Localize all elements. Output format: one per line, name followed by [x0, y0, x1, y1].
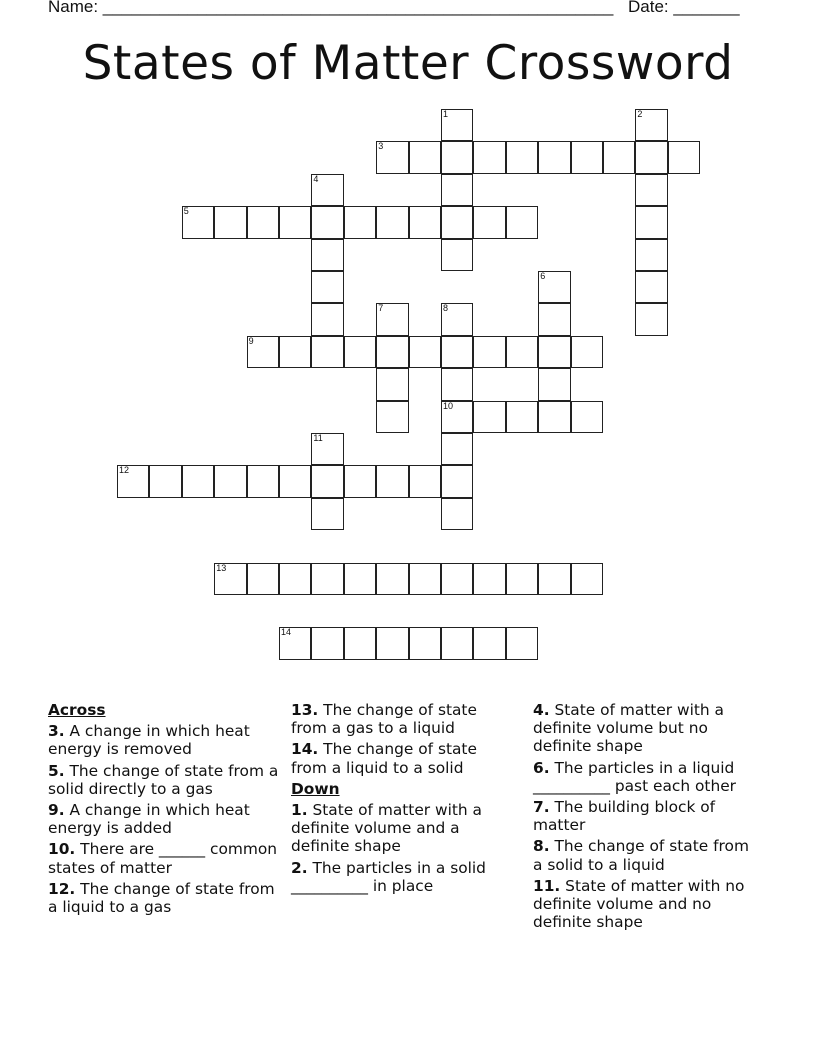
crossword-cell[interactable]	[279, 336, 311, 368]
crossword-cell[interactable]	[311, 303, 343, 335]
crossword-cell[interactable]	[376, 465, 408, 497]
clue-number: 1	[443, 109, 449, 119]
crossword-cell[interactable]	[473, 563, 505, 595]
crossword-cell[interactable]	[376, 563, 408, 595]
name-field[interactable]: Name: ______________________________________________________	[48, 0, 614, 16]
crossword-cell[interactable]	[311, 433, 343, 465]
crossword-cell[interactable]	[571, 141, 603, 173]
crossword-cell[interactable]	[344, 465, 376, 497]
crossword-cell[interactable]	[376, 401, 408, 433]
crossword-cell[interactable]	[279, 563, 311, 595]
crossword-cell[interactable]	[311, 271, 343, 303]
crossword-cell[interactable]	[409, 465, 441, 497]
crossword-cell[interactable]	[311, 239, 343, 271]
clue-number: 9	[248, 335, 254, 346]
crossword-cell[interactable]	[441, 465, 473, 497]
crossword-cell[interactable]	[311, 498, 343, 530]
crossword-cell[interactable]	[311, 206, 343, 238]
crossword-cell[interactable]	[473, 206, 505, 238]
clue-number: 14	[281, 627, 292, 638]
crossword-cell[interactable]	[344, 336, 376, 368]
clue-down-8: 8. The change of state from a solid to a liquid	[533, 837, 749, 874]
crossword-cell[interactable]	[473, 336, 505, 368]
crossword-cell[interactable]	[311, 627, 343, 659]
crossword-cell[interactable]	[538, 303, 570, 335]
clue-number: 5	[183, 206, 189, 217]
clue-number: 13	[216, 562, 227, 573]
crossword-cell[interactable]	[635, 206, 667, 238]
crossword-cell[interactable]	[247, 465, 279, 497]
crossword-cell[interactable]	[344, 563, 376, 595]
clue-column-1	[48, 701, 283, 919]
clue-down-4: 4. State of matter with a definite volume but no definite shape	[533, 701, 724, 756]
clue-across-3: 3. A change in which heat energy is removed	[48, 722, 250, 759]
crossword-cell[interactable]	[311, 336, 343, 368]
crossword-cell[interactable]	[214, 465, 246, 497]
crossword-cell[interactable]	[635, 141, 667, 173]
crossword-cell[interactable]	[441, 303, 473, 335]
crossword-cell[interactable]	[117, 465, 149, 497]
crossword-cell[interactable]	[441, 401, 473, 433]
crossword-cell[interactable]	[506, 141, 538, 173]
clue-column-2	[291, 701, 513, 898]
clue-number: 2	[637, 109, 643, 119]
clue-across-10: 10. There are ______ common states of matter	[48, 840, 278, 877]
crossword-cell[interactable]	[376, 336, 408, 368]
crossword-cell[interactable]	[182, 206, 214, 238]
crossword-cell[interactable]	[344, 206, 376, 238]
clue-down-6: 6. The particles in a liquid __________ past each other	[533, 758, 737, 795]
clue-down-2: 2. The particles in a solid __________ in place	[291, 858, 486, 895]
crossword-cell[interactable]	[214, 206, 246, 238]
crossword-cell[interactable]	[441, 368, 473, 400]
crossword-cell[interactable]	[409, 563, 441, 595]
crossword-cell[interactable]	[376, 206, 408, 238]
crossword-cell[interactable]	[473, 141, 505, 173]
crossword-cell[interactable]	[538, 401, 570, 433]
crossword-cell[interactable]	[441, 174, 473, 206]
crossword-cell[interactable]	[441, 563, 473, 595]
crossword-cell[interactable]	[506, 336, 538, 368]
clue-down-1: 1. State of matter with a definite volume and a definite shape	[291, 801, 482, 856]
clue-number: 10	[443, 400, 454, 411]
clue-down-7: 7. The building block of matter	[533, 798, 716, 835]
crossword-cell[interactable]	[247, 563, 279, 595]
crossword-cell[interactable]	[473, 401, 505, 433]
crossword-cell[interactable]	[441, 206, 473, 238]
crossword-cell[interactable]	[668, 141, 700, 173]
crossword-cell[interactable]	[149, 465, 181, 497]
crossword-cell[interactable]	[538, 141, 570, 173]
crossword-cell[interactable]	[441, 239, 473, 271]
clue-across-9: 9. A change in which heat energy is added	[48, 801, 250, 838]
across-heading: Across	[48, 701, 106, 719]
crossword-cell[interactable]	[409, 627, 441, 659]
crossword-cell[interactable]	[441, 141, 473, 173]
crossword-cell[interactable]	[441, 336, 473, 368]
crossword-cell[interactable]	[635, 239, 667, 271]
clue-number: 4	[313, 173, 319, 184]
crossword-cell[interactable]	[279, 206, 311, 238]
crossword-cell[interactable]	[603, 141, 635, 173]
crossword-cell[interactable]	[214, 563, 246, 595]
crossword-cell[interactable]	[506, 563, 538, 595]
crossword-cell[interactable]	[506, 627, 538, 659]
crossword-cell[interactable]	[441, 627, 473, 659]
crossword-cell[interactable]	[279, 627, 311, 659]
clue-across-14: 14. The change of state from a liquid to a solid	[291, 740, 477, 777]
crossword-cell[interactable]	[344, 627, 376, 659]
page-title: States of Matter Crossword	[82, 36, 734, 91]
date-field[interactable]: Date: _______	[628, 0, 740, 16]
crossword-cell[interactable]	[506, 206, 538, 238]
crossword-cell[interactable]	[473, 627, 505, 659]
crossword-cell[interactable]	[409, 206, 441, 238]
crossword-cell[interactable]	[409, 336, 441, 368]
crossword-cell[interactable]	[311, 563, 343, 595]
crossword-cell[interactable]	[376, 368, 408, 400]
crossword-cell[interactable]	[538, 271, 570, 303]
clue-number: 6	[540, 271, 546, 281]
crossword-cell[interactable]	[279, 465, 311, 497]
clue-number: 8	[443, 303, 449, 314]
crossword-cell[interactable]	[376, 303, 408, 335]
crossword-cell[interactable]	[571, 401, 603, 433]
crossword-cell[interactable]	[247, 336, 279, 368]
clue-column-3	[533, 701, 763, 934]
crossword-cell[interactable]	[538, 336, 570, 368]
crossword-cell[interactable]	[311, 465, 343, 497]
clue-number: 11	[313, 433, 323, 443]
clue-number: 7	[378, 303, 384, 314]
crossword-cell[interactable]	[571, 336, 603, 368]
clue-number: 3	[378, 141, 384, 152]
crossword-cell[interactable]	[376, 627, 408, 659]
crossword-cell[interactable]	[635, 303, 667, 335]
clue-across-12: 12. The change of state from a liquid to a gas	[48, 879, 275, 917]
down-heading: Down	[291, 779, 340, 798]
crossword-cell[interactable]	[441, 109, 473, 141]
crossword-cell[interactable]	[506, 401, 538, 433]
crossword-cell[interactable]	[441, 498, 473, 530]
clue-down-11: 11. State of matter with no definite volume and no definite shape	[533, 876, 745, 932]
crossword-cell[interactable]	[635, 109, 667, 141]
crossword-cell[interactable]	[635, 174, 667, 206]
crossword-cell[interactable]	[182, 465, 214, 497]
crossword-cell[interactable]	[441, 433, 473, 465]
crossword-cell[interactable]	[538, 563, 570, 595]
crossword-cell[interactable]	[376, 141, 408, 173]
crossword-cell[interactable]	[311, 174, 343, 206]
crossword-cell[interactable]	[247, 206, 279, 238]
crossword-cell[interactable]	[538, 368, 570, 400]
crossword-cell[interactable]	[409, 141, 441, 173]
crossword-cell[interactable]	[571, 563, 603, 595]
crossword-cell[interactable]	[635, 271, 667, 303]
clue-number: 12	[119, 465, 130, 476]
clue-across-13: 13. The change of state from a gas to a liquid	[291, 701, 477, 738]
clue-across-5: 5. The change of state from a solid directly to a gas	[48, 761, 279, 798]
